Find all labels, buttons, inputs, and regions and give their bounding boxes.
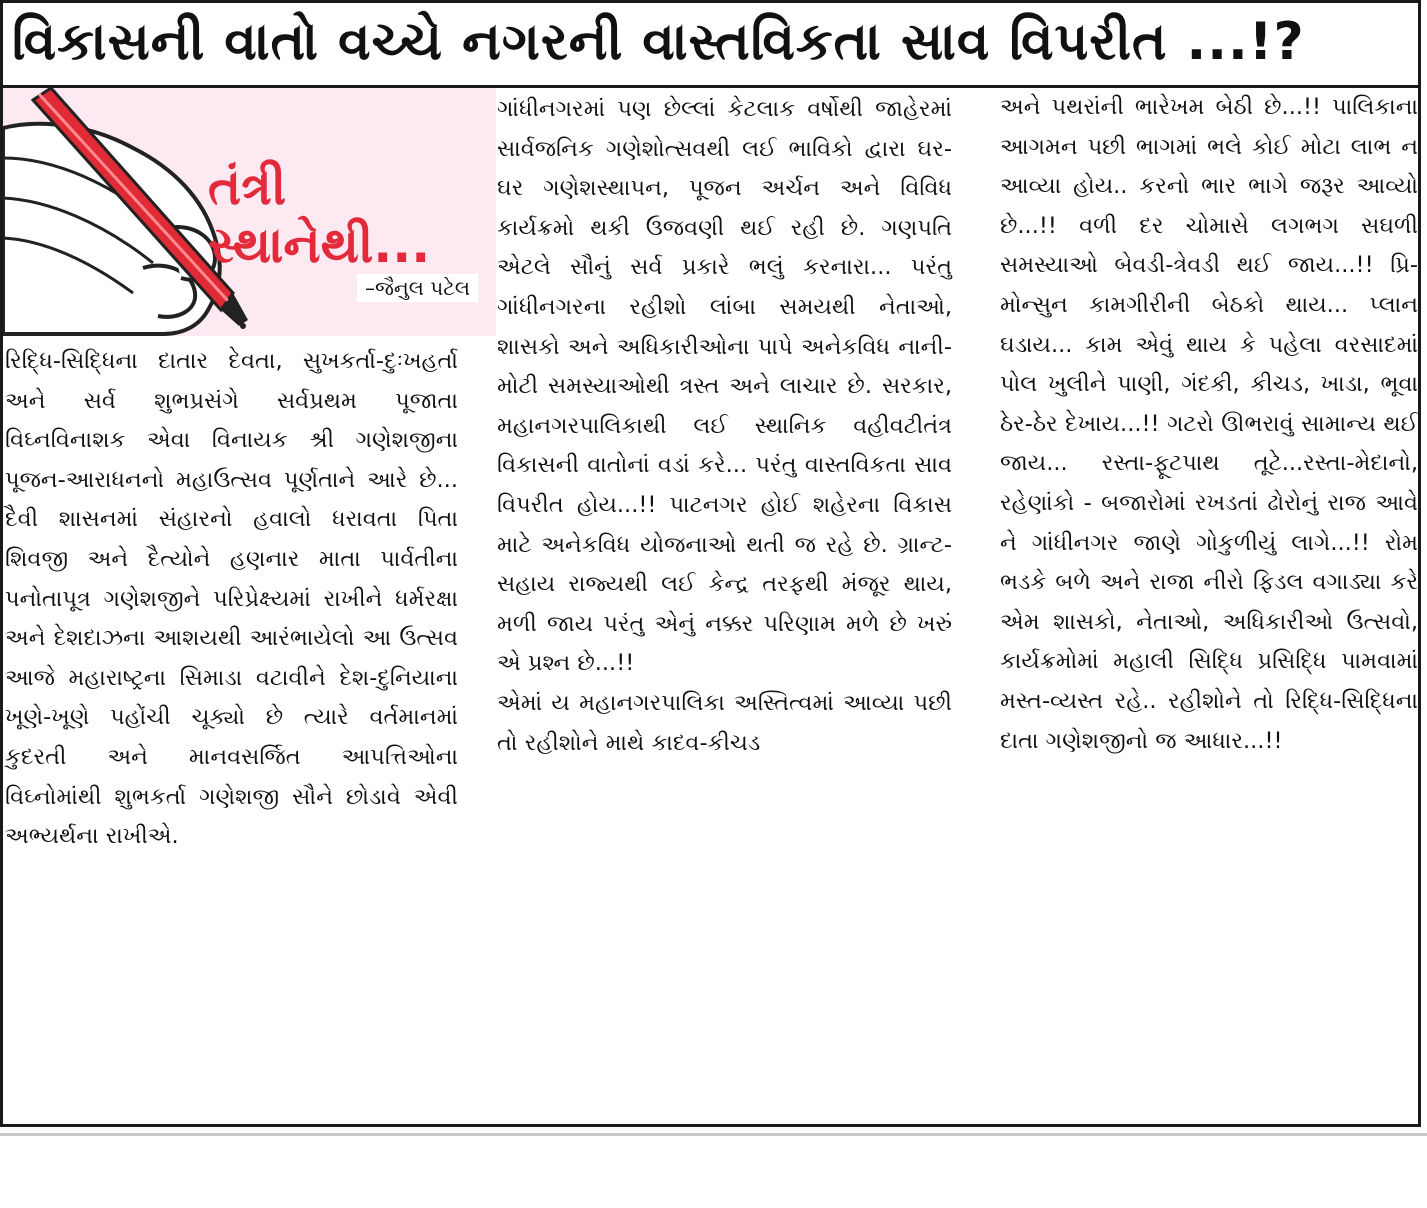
headline: વિકાસની વાતો વચ્ચે નગરની વાસ્તવિકતા સાવ વિપરીત ...!? [0,0,1421,88]
column-logo [3,88,496,336]
article-column-2 [497,90,952,1125]
article-column-1 [5,342,458,1122]
column-title [208,158,488,274]
column-title-line2: સ્થાનેથી... [208,216,431,274]
paragraph: રિદ્ધિ-સિદ્ધિના દાતાર દેવતા, સુખકર્તા-દુઃખહર્તા અને સર્વ શુભપ્રસંગે સર્વપ્રથમ પૂજાતા વિઘ્નવિનાશક એવા વિનાયક શ્રી ગણેશજીના પૂજન-આરાધનનો મહાઉત્સવ પૂર્ણતાને આરે છે... દૈવી શાસનમાં સંહારનો હવાલો ધરાવતા પિતા શિવજી અને દૈત્યોને હણનાર માતા પાર્વતીના પનોતાપૂત્ર ગણેશજીને પરિપ્રેક્ષ્યમાં રાખીને ધર્મરક્ષા અને દેશદાઝના આશયથી આરંભાયેલો આ ઉત્સવ આજે મહારાષ્ટ્રના સિમાડા વટાવીને દેશ-દુનિયાના ખૂણે-ખૂણે પહોંચી ચૂક્યો છે ત્યારે વર્તમાનમાં કુદરતી અને માનવસર્જિત આપત્તિઓના વિઘ્નોમાંથી શુભકર્તા ગણેશજી સૌને છોડાવે એવી અભ્યર્થના રાખીએ. [5,348,458,850]
paragraph: એમાં ય મહાનગરપાલિકા અસ્તિત્વમાં આવ્યા પછી તો રહીશોને માથે કાદવ-કીચડ [497,689,952,756]
column-title-line1: તંત્રી [208,158,287,216]
article-column-3 [1000,88,1418,1208]
bottom-divider [0,1133,1427,1136]
author-byline: –જૈનુલ પટેલ [357,274,478,302]
paragraph: અને પથરાંની ભારેખમ બેઠી છે...!! પાલિકાના આગમન પછી ભાગમાં ભલે કોઈ મોટા લાભ ન આવ્યા હોય.. કરનો ભાર ભાગે જરૂર આવ્યો છે...!! વળી દર ચોમાસે લગભગ સઘળી સમસ્યાઓ બેવડી-ત્રેવડી થઈ જાય...!! પ્રિ-મોન્સુન કામગીરીની બેઠકો થાય... પ્લાન ઘડાય... કામ એવું થાય કે પહેલા વરસાદમાં પોલ ખુલીને પાણી, ગંદકી, કીચડ, ખાડા, ભૂવા ઠેર-ઠેર દેખાય...!! ગટરો ઊભરાવું સામાન્ય થઈ જાય... રસ્તા-ફૂટપાથ તૂટે...રસ્તા-મેદાનો, રહેણાંકો - બજારોમાં રખડતાં ઢોરોનું રાજ આવે ને ગાંધીનગર જાણે ગોકુળીયું લાગે...!! રોમ ભડકે બળે અને રાજા નીરો ફિડલ વગાડ્યા કરે એમ શાસકો, નેતાઓ, અધિકારીઓ ઉત્સવો, કાર્યક્રમોમાં મહાલી સિદ્ધિ પ્રસિદ્ધિ પામવામાં મસ્ત-વ્યસ્ત રહે.. રહીશોને તો રિદ્ધિ-સિદ્ધિના દાતા ગણેશજીનો જ આધાર...!! [1000,94,1418,754]
paragraph: ગાંધીનગરમાં પણ છેલ્લાં કેટલાક વર્ષોથી જાહેરમાં સાર્વજનિક ગણેશોત્સવથી લઈ ભાવિકો દ્વારા ઘર-ઘર ગણેશસ્થાપન, પૂજન અર્ચન અને વિવિધ કાર્યક્રમો થકી ઉજવણી થઈ રહી છે. ગણપતિ એટલે સૌનું સર્વ પ્રકારે ભલું કરનારા... પરંતુ ગાંધીનગરના રહીશો લાંબા સમયથી નેતાઓ, શાસકો અને અધિકારીઓના પાપે અનેકવિધ નાની-મોટી સમસ્યાઓથી ત્રસ્ત અને લાચાર છે. સરકાર, મહાનગરપાલિકાથી લઈ સ્થાનિક વહીવટીતંત્ર વિકાસની વાતોનાં વડાં કરે... પરંતુ વાસ્તવિકતા સાવ વિપરીત હોય...!! પાટનગર હોઈ શહેરના વિકાસ માટે અનેકવિધ યોજનાઓ થતી જ રહે છે. ગ્રાન્ટ-સહાય રાજ્યથી લઈ કેન્દ્ર તરફથી મંજૂર થાય, મળી જાય પરંતુ એનું નક્કર પરિણામ મળે છે ખરું એ પ્રશ્ન છે...!! [497,96,952,677]
